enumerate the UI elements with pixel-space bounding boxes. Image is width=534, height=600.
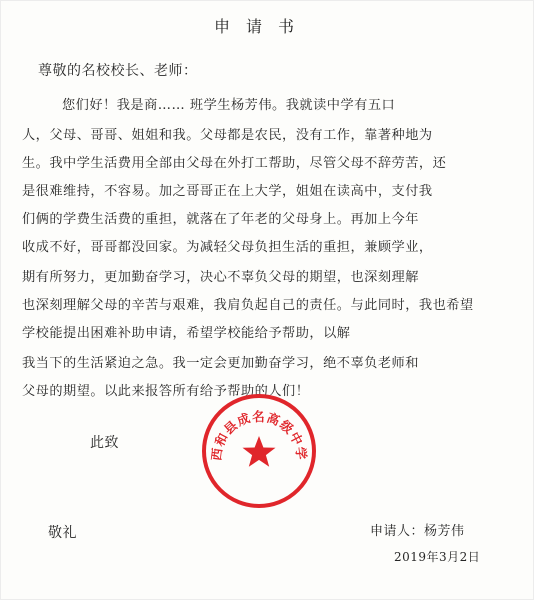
seal-star-icon — [243, 436, 276, 467]
letter-title: 申请书 — [214, 17, 311, 36]
body-line: 是很难维持，不容易。加之哥哥正在上大学，姐姐在读高中，支付我 — [22, 184, 433, 199]
body-line: 您们好！我是商…… 班学生杨芳伟。我就读中学有五口 — [62, 98, 396, 113]
body-line: 们俩的学费生活费的重担，就落在了年老的父母身上。再加上今年 — [22, 212, 419, 227]
body-line: 学校能提出困难补助申请，希望学校能给予帮助，以解 — [22, 326, 351, 341]
school-seal — [200, 392, 318, 510]
body-line: 也深刻理解父母的辛苦与艰难，我肩负起自己的责任。与此同时，我也希望 — [22, 298, 474, 313]
body-line: 生。我中学生活费用全部由父母在外打工帮助，尽管父母不辞劳苦，还 — [22, 156, 447, 171]
closing-line-2: 敬礼 — [48, 525, 77, 541]
body-line: 期有所努力，更加勤奋学习，决心不辜负父母的期望，也深刻理解 — [22, 270, 419, 285]
seal-text: 西和县成名高级中学 — [208, 409, 310, 462]
body-line: 我当下的生活紧迫之急。我一定会更加勤奋学习，绝不辜负老师和 — [22, 356, 419, 371]
body-line: 父母的期望。以此来报答所有给予帮助的人们！ — [22, 384, 310, 399]
salutation: 尊敬的名校校长、老师： — [38, 63, 198, 79]
applicant-signature: 申请人：杨芳伟 — [370, 524, 465, 539]
body-line: 收成不好，哥哥都没回家。为减轻父母负担生活的重担，兼顾学业， — [22, 240, 433, 255]
body-line: 人，父母、哥哥、姐姐和我。父母都是农民，没有工作，靠著种地为 — [22, 128, 433, 143]
letter-date: 2019年3月2日 — [394, 550, 481, 564]
closing-line-1: 此致 — [90, 435, 119, 451]
